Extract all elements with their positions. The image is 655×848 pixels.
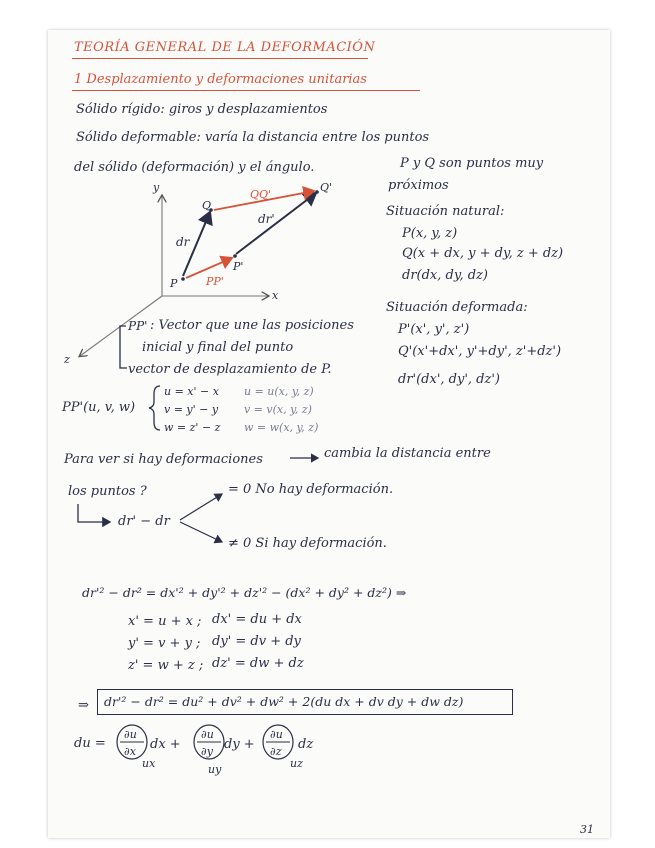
page-number: 31 [580, 823, 594, 836]
deformed-heading: Situación deformada: [386, 300, 528, 315]
yes-deformation: ≠ 0 Si hay deformación. [228, 536, 387, 551]
partial-y-den: ∂y [201, 745, 213, 758]
natural-dr: dr(dx, dy, dz) [402, 268, 488, 283]
axis-x-label: x [272, 289, 279, 302]
l-arrow [78, 504, 110, 522]
point-p-prime [233, 254, 237, 258]
partial-z-den: ∂z [270, 745, 282, 758]
pp-bracket [120, 326, 127, 368]
no-deformation: = 0 No hay deformación. [228, 482, 394, 497]
natural-q: Q(x + dx, y + dy, z + dz) [402, 246, 564, 261]
deformed-q: Q'(x'+dx', y'+dy', z'+dz') [398, 344, 562, 359]
dy-term: dy + [224, 737, 255, 752]
partial-x-num: ∂u [124, 728, 137, 741]
du-label: du = [74, 736, 106, 751]
deformed-dr: dr'(dx', dy', dz') [398, 372, 500, 387]
pp-desc-line-1: : Vector que une las posiciones [150, 318, 354, 333]
eq-dy: dy' = dv + dy [212, 634, 301, 649]
note-points-near-2: próximos [388, 178, 449, 193]
section-heading: 1 Desplazamiento y deformaciones unitarias [74, 72, 367, 87]
eq-x: x' = u + x ; [128, 614, 202, 629]
point-p-prime-label: P' [233, 260, 244, 273]
natural-heading: Situación natural: [386, 204, 505, 219]
pp-desc-label: PP' [128, 319, 148, 333]
note-points-near-1: P y Q son puntos muy [400, 156, 544, 171]
uvw-u-func: u = u(x, y, z) [244, 385, 314, 398]
partial-z-num: ∂u [270, 728, 283, 741]
eq-dz: dz' = dw + dz [212, 656, 304, 671]
uvw-w-eq: w = z' − z [164, 421, 221, 434]
uvw-w-func: w = w(x, y, z) [244, 421, 319, 434]
question-line-1b: cambia la distancia entre [324, 446, 491, 461]
boxed-equation: dr'² − dr² = du² + dv² + dw² + 2(du dx + dv dy + dw dz) [104, 694, 464, 709]
partial-z-sub: uz [290, 757, 303, 770]
distance-diff: dr' − dr [118, 514, 170, 529]
eq-y: y' = v + y ; [128, 636, 201, 651]
rigid-solid-line: Sólido rígido: giros y desplazamientos [76, 102, 328, 117]
fork-down [180, 522, 222, 542]
boxed-implies: ⇒ [78, 698, 89, 713]
uvw-u-eq: u = x' − x [164, 385, 219, 398]
dx-term: dx + [150, 737, 181, 752]
question-line-1: Para ver si hay deformaciones [64, 452, 263, 467]
fork-up [180, 494, 222, 520]
point-q-label: Q [202, 199, 212, 212]
eq-dx: dx' = du + dx [212, 612, 302, 627]
axis-z-label: z [64, 353, 70, 366]
point-q-prime [315, 190, 319, 194]
uvw-label: PP'(u, v, w) [62, 400, 136, 415]
point-q-prime-label: Q' [320, 181, 333, 194]
dr-label: dr [176, 235, 190, 249]
deformable-line-1: Sólido deformable: varía la distancia entre los puntos [76, 130, 430, 145]
point-p [181, 277, 185, 281]
partial-x-sub: ux [142, 757, 156, 770]
pp-desc-line-3: vector de desplazamiento de P. [128, 362, 332, 377]
qq-prime-label: QQ' [250, 188, 272, 201]
deformable-line-2: del sólido (deformación) y el ángulo. [74, 160, 315, 175]
uvw-brace [149, 386, 160, 430]
question-line-2: los puntos ? [68, 484, 147, 499]
partial-y-num: ∂u [201, 728, 214, 741]
dr-prime-vector [236, 193, 316, 254]
point-p-label: P [170, 277, 178, 290]
dr-prime-label: dr' [258, 212, 275, 226]
eq-main: dr'² − dr² = dx'² + dy'² + dz'² − (dx² + dy² + dz²) ⇒ [82, 585, 407, 600]
pp-desc-line-2: inicial y final del punto [142, 340, 294, 355]
pp-prime-label: PP' [206, 275, 224, 288]
partial-y-sub: uy [208, 763, 222, 776]
natural-p: P(x, y, z) [402, 226, 458, 241]
partial-x-den: ∂x [124, 745, 136, 758]
uvw-v-eq: v = y' − y [164, 403, 219, 416]
page-title: TEORÍA GENERAL DE LA DEFORMACIÓN [74, 40, 376, 55]
eq-z: z' = w + z ; [128, 658, 204, 673]
axis-y-label: y [153, 181, 160, 194]
uvw-v-func: v = v(x, y, z) [244, 403, 312, 416]
dz-term: dz [298, 737, 314, 752]
deformed-p: P'(x', y', z') [398, 322, 470, 337]
